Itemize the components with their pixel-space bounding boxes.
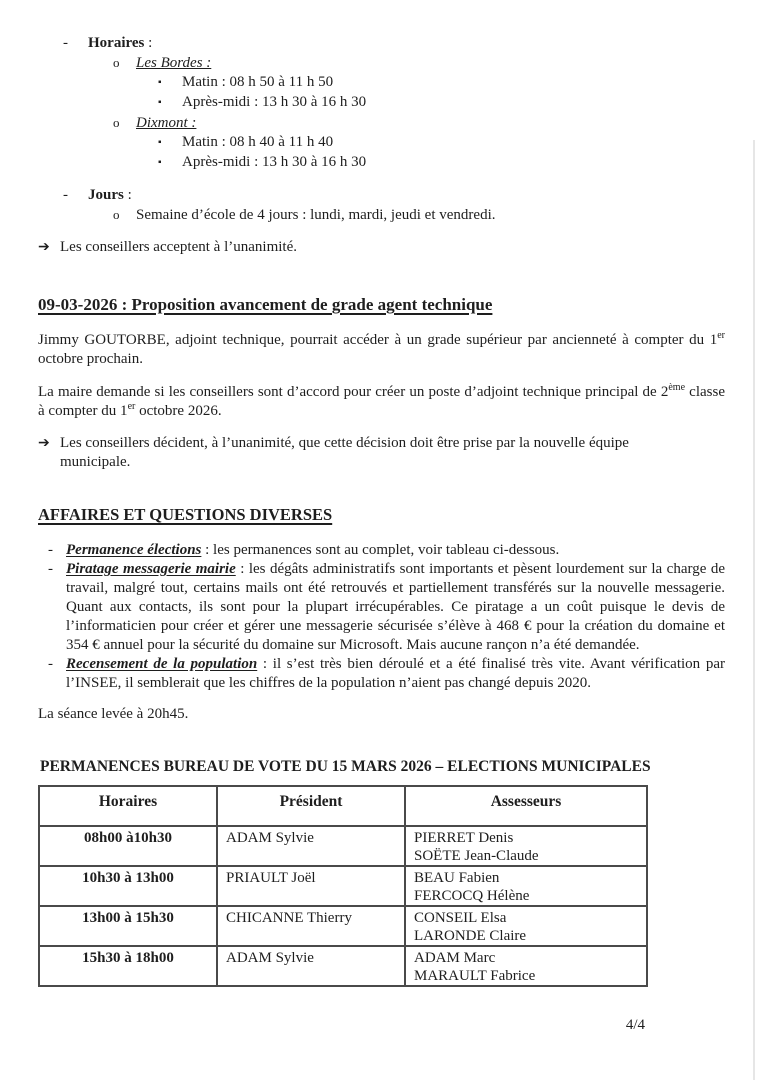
affaires-item-text: : il s’est très bien déroulé et a été finalisé très vite. Avant vérification par l’INSEE, il semblerait que les chiffres de la population n’aient pas changé depuis 2020. — [66, 656, 725, 691]
assesseur-name: ADAM Marc — [414, 950, 496, 966]
list-item-semaine — [113, 205, 725, 225]
paragraph-text: octobre prochain. — [38, 351, 143, 367]
paragraph-jimmy-goutorbe — [38, 331, 725, 369]
table-header-row — [39, 786, 647, 826]
horaires-colon: : — [144, 35, 153, 51]
closing-line: La séance levée à 20h45. — [38, 706, 189, 722]
time-text: Matin : 08 h 50 à 11 h 50 — [182, 74, 334, 90]
affaires-list — [38, 541, 725, 693]
dash-bullet-icon: - — [63, 187, 68, 203]
affaires-item-content — [66, 541, 725, 560]
column-header-horaires: Horaires — [39, 786, 217, 826]
ordinal-superscript: er — [717, 330, 725, 341]
column-header-assesseurs: Assesseurs — [405, 786, 647, 826]
affaires-item-text: : les dégâts administratifs sont importants et pèsent lourdement sur la charge de travail, malgré tout, certains mails ont été retrouvés et partiellement transférés sur la nouvelle messagerie. Quant aux contacts, ils sont pour la plupart irrécupérables. Ce piratage a un coût puisque le devis de l’informaticien pour créer et gérer une messagerie sécurisée s’élève à 468 € pour la création du domaine et 354 € annuel pour la sécurité du domaine sur Microsoft. Mais aucune rançon n’a été demandée. — [66, 561, 725, 653]
decision-decide-text: Les conseillers décident, à l’unanimité, que cette décision doit être prise par la nouvelle équipe municipale. — [60, 435, 629, 470]
cell-horaires: 10h30 à 13h00 — [39, 866, 217, 906]
circle-bullet-icon: o — [113, 55, 120, 70]
page-number: 4/4 — [625, 1017, 645, 1033]
square-bullet-icon: ▪ — [158, 97, 162, 108]
affaires-item-piratage — [48, 560, 725, 655]
site-name: Dixmont : — [136, 115, 197, 131]
assesseur-name: LARONDE Claire — [414, 928, 527, 944]
paragraph-text: Jimmy GOUTORBE, adjoint technique, pourrait accéder à un grade supérieur par ancienneté à compter du 1 — [38, 332, 718, 348]
decision-decide-line — [38, 434, 725, 472]
dash-bullet-icon: - — [48, 561, 53, 577]
affaires-item-title: Permanence élections — [66, 542, 202, 558]
decision-accept-text: Les conseillers acceptent à l’unanimité. — [60, 239, 297, 255]
cell-assesseurs — [405, 826, 647, 866]
assesseur-name: CONSEIL Elsa — [414, 910, 507, 926]
column-header-president: Président — [217, 786, 405, 826]
time-text: Matin : 08 h 40 à 11 h 40 — [182, 134, 334, 150]
arrow-bullet-icon: ➔ — [38, 240, 50, 255]
affaires-item-content — [66, 560, 725, 655]
dash-bullet-icon: - — [63, 35, 68, 51]
ordinal-superscript: er — [127, 401, 136, 412]
table-row — [39, 946, 647, 986]
vote-schedule-table — [38, 785, 648, 987]
assesseur-name: SOËTE Jean-Claude — [414, 848, 539, 864]
cell-president: CHICANNE Thierry — [217, 906, 405, 946]
semaine-text: Semaine d’école de 4 jours : lundi, mardi, jeudi et vendredi. — [136, 207, 496, 223]
jours-label: Jours — [88, 187, 124, 203]
affaires-item-text: : les permanences sont au complet, voir tableau ci-dessous. — [201, 542, 560, 558]
paragraph-text: La maire demande si les conseillers sont d’accord pour créer un poste d’adjoint technique principal de 2 — [38, 384, 669, 400]
affaires-item-permanence — [48, 541, 725, 560]
list-item-time — [158, 93, 725, 113]
jours-line — [88, 186, 132, 205]
paragraph-text: classe à compter du 1 — [38, 384, 725, 419]
affaires-item-title: Recensement de la population — [66, 656, 258, 672]
circle-bullet-icon: o — [113, 207, 120, 222]
list-item-site-dixmont — [113, 113, 725, 133]
table-row — [39, 826, 647, 866]
assesseur-name: MARAULT Fabrice — [414, 968, 536, 984]
affaires-item-title: Piratage messagerie mairie — [66, 561, 236, 577]
assesseur-name: PIERRET Denis — [414, 830, 514, 846]
circle-bullet-icon: o — [113, 115, 120, 130]
paragraph-text: octobre 2026. — [135, 403, 222, 419]
affaires-item-content — [66, 655, 725, 693]
cell-assesseurs — [405, 906, 647, 946]
dash-bullet-icon: - — [48, 542, 53, 558]
cell-president: ADAM Sylvie — [217, 826, 405, 866]
spacer — [38, 173, 725, 186]
affaires-item-recensement — [48, 655, 725, 693]
list-item-time — [158, 73, 725, 93]
cell-president: ADAM Sylvie — [217, 946, 405, 986]
dash-bullet-icon: - — [48, 656, 53, 672]
scan-artifact-line — [753, 140, 755, 1080]
list-item-site-les-bordes — [113, 53, 725, 73]
horaires-line — [88, 34, 152, 53]
table-row — [39, 906, 647, 946]
time-text: Après-midi : 13 h 30 à 16 h 30 — [182, 154, 367, 170]
cell-president: PRIAULT Joël — [217, 866, 405, 906]
decision-accept-line — [38, 238, 725, 257]
list-item-time — [158, 133, 725, 153]
square-bullet-icon: ▪ — [158, 77, 162, 88]
list-item-horaires — [63, 34, 725, 53]
cell-horaires: 15h30 à 18h00 — [39, 946, 217, 986]
arrow-bullet-icon: ➔ — [38, 436, 50, 451]
cell-horaires: 13h00 à 15h30 — [39, 906, 217, 946]
site-name: Les Bordes : — [136, 55, 212, 71]
jours-colon: : — [123, 187, 132, 203]
paragraph-maire-demande — [38, 383, 725, 421]
cell-assesseurs — [405, 866, 647, 906]
elections-table-title: PERMANENCES BUREAU DE VOTE DU 15 MARS 2026 – ELECTIONS MUNICIPALES — [40, 758, 651, 775]
horaires-label: Horaires — [88, 35, 145, 51]
assesseur-name: BEAU Fabien — [414, 870, 500, 886]
assesseur-name: FERCOCQ Hélène — [414, 888, 530, 904]
cell-horaires: 08h00 à10h30 — [39, 826, 217, 866]
list-item-jours — [63, 186, 725, 205]
list-item-time — [158, 153, 725, 173]
table-row — [39, 866, 647, 906]
ordinal-superscript: ème — [668, 382, 686, 393]
school-schedule-section — [38, 34, 725, 225]
square-bullet-icon: ▪ — [158, 137, 162, 148]
square-bullet-icon: ▪ — [158, 157, 162, 168]
time-text: Après-midi : 13 h 30 à 16 h 30 — [182, 94, 367, 110]
section-heading-affaires: AFFAIRES ET QUESTIONS DIVERSES — [38, 505, 333, 524]
cell-assesseurs — [405, 946, 647, 986]
section-heading-grade: 09-03-2026 : Proposition avancement de grade agent technique — [38, 295, 493, 314]
